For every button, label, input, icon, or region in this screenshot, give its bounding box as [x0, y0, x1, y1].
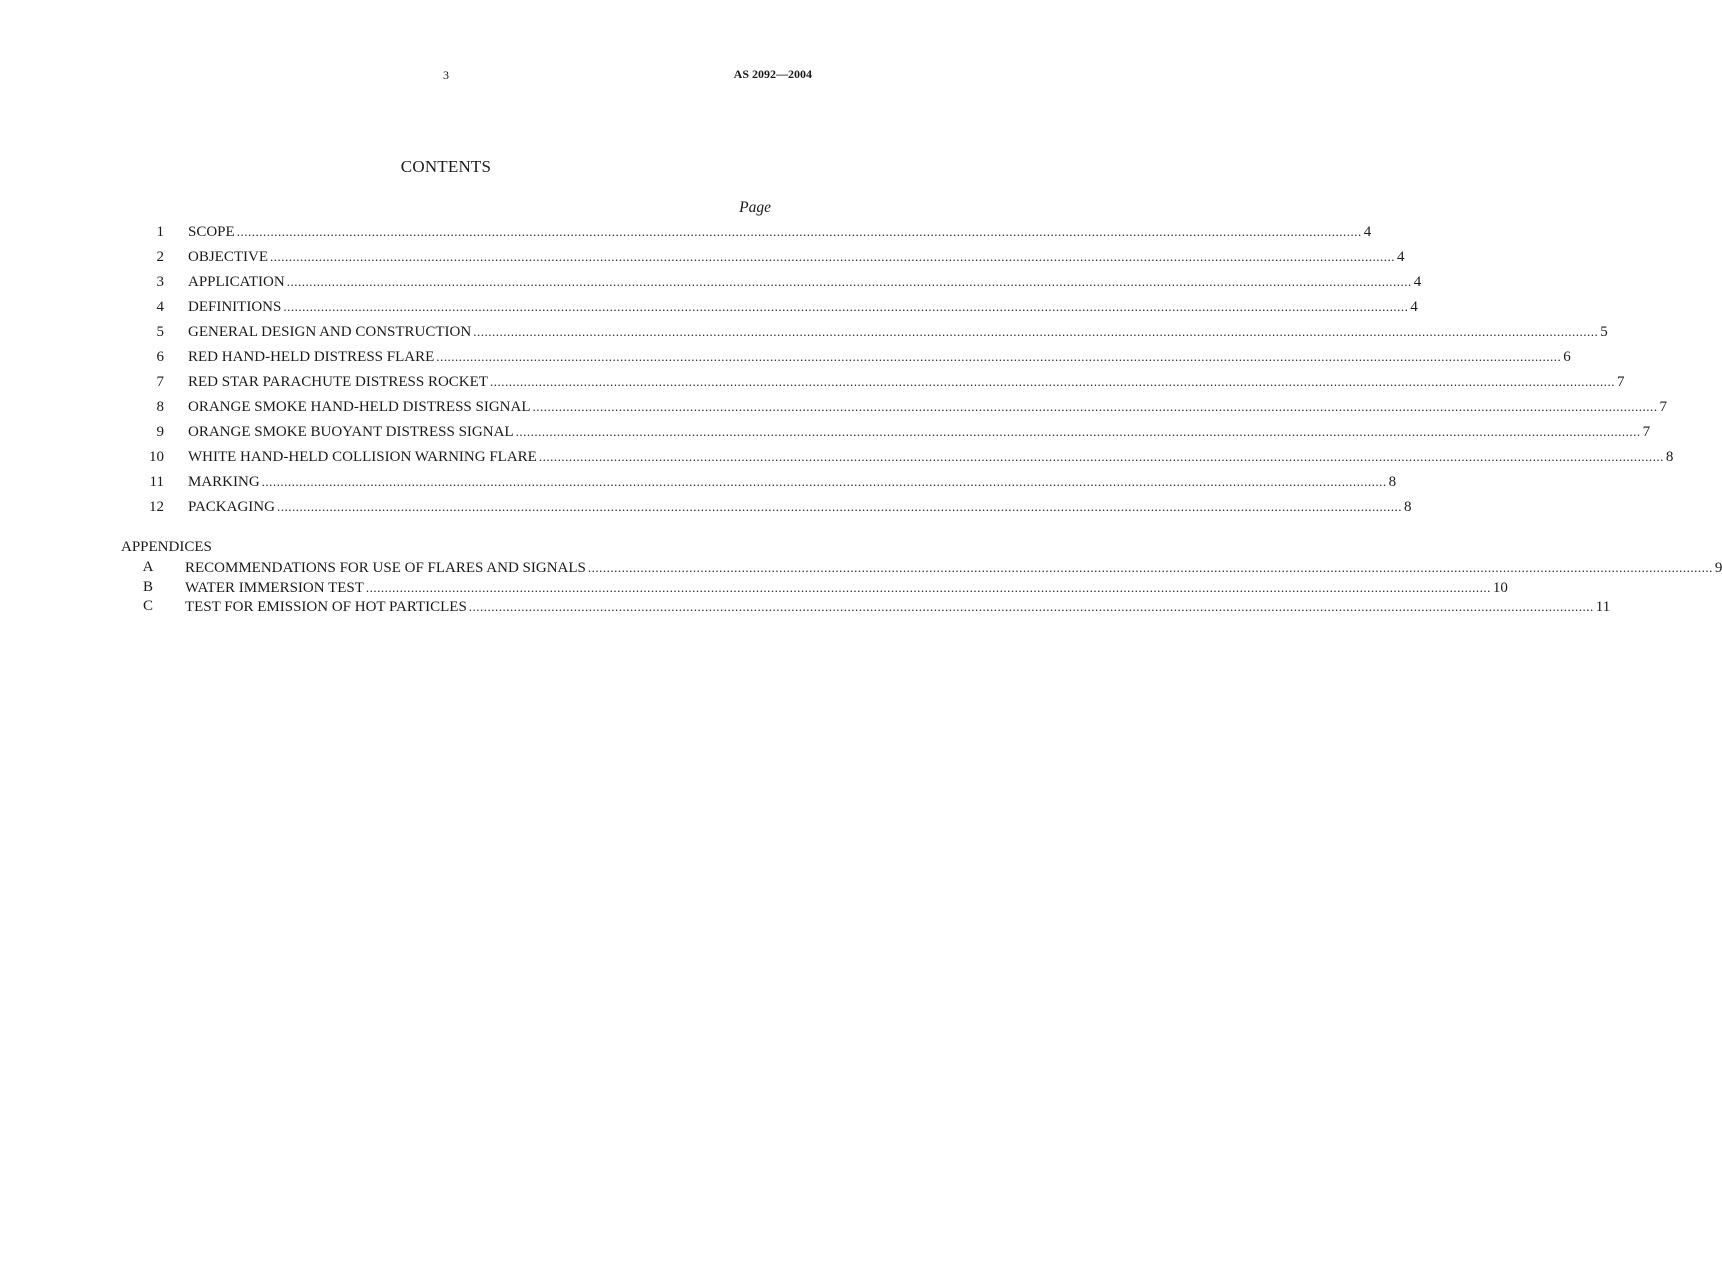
toc-entry-number: 9	[156, 424, 164, 440]
toc-entry-title: MARKING	[188, 474, 260, 490]
dot-leader: ............................................................................................................................................................................................................................................................................................................	[286, 274, 1412, 289]
toc-entry[interactable]	[0, 422, 1651, 447]
appendix-page: 10	[1492, 579, 1508, 596]
dot-leader: ............................................................................................................................................................................................................................................................................................................	[473, 324, 1599, 339]
toc-entry[interactable]	[0, 247, 1405, 272]
toc-list	[0, 222, 1674, 522]
appendix-title: WATER IMMERSION TEST	[185, 579, 364, 596]
dot-leader: ............................................................................................................................................................................................................................................................................................................	[489, 374, 1615, 389]
dot-leader: ............................................................................................................................................................................................................................................................................................................	[236, 224, 1362, 239]
toc-entry-page: 7	[1616, 374, 1625, 390]
toc-entry-title: SCOPE	[188, 224, 235, 240]
toc-entry[interactable]	[0, 272, 1422, 297]
appendix-entry[interactable]	[0, 578, 1508, 598]
toc-entry-page: 4	[1413, 274, 1422, 290]
toc-entry-number: 5	[156, 324, 164, 340]
toc-entry-page: 4	[1397, 249, 1405, 265]
appendix-title: RECOMMENDATIONS FOR USE OF FLARES AND SIGNALS	[185, 560, 586, 576]
appendix-page: 9	[1714, 560, 1722, 576]
toc-entry[interactable]	[0, 322, 1608, 347]
appendix-list	[0, 558, 1722, 617]
toc-entry[interactable]	[0, 347, 1571, 372]
toc-entry[interactable]	[0, 372, 1625, 397]
toc-entry-number: 12	[149, 499, 164, 515]
toc-entry-page: 4	[1410, 299, 1418, 315]
appendix-entry[interactable]	[0, 597, 1611, 617]
toc-entry-page: 8	[1388, 474, 1397, 490]
dot-leader: ............................................................................................................................................................................................................................................................................................................	[515, 424, 1641, 439]
dot-leader: ............................................................................................................................................................................................................................................................................................................	[468, 599, 1594, 614]
toc-entry-page: 7	[1642, 424, 1651, 440]
toc-entry-number: 11	[149, 474, 164, 490]
toc-entry[interactable]	[0, 397, 1668, 422]
document-id: AS 2092—2004	[733, 67, 812, 81]
appendix-entry[interactable]	[0, 558, 1722, 578]
toc-entry-number: 4	[156, 299, 164, 315]
toc-entry-page: 7	[1659, 399, 1668, 415]
toc-entry-number: 1	[156, 224, 164, 240]
toc-entry-title: GENERAL DESIGN AND CONSTRUCTION	[188, 324, 472, 340]
toc-entry-number: 3	[156, 274, 164, 290]
toc-entry-title: OBJECTIVE	[188, 249, 268, 265]
dot-leader: ............................................................................................................................................................................................................................................................................................................	[261, 474, 1387, 489]
toc-entry-title: ORANGE SMOKE HAND-HELD DISTRESS SIGNAL	[188, 399, 531, 415]
toc-entry-title: RED STAR PARACHUTE DISTRESS ROCKET	[188, 374, 488, 390]
toc-entry-number: 7	[156, 374, 164, 390]
toc-entry[interactable]	[0, 297, 1418, 322]
toc-entry-number: 6	[156, 349, 164, 365]
dot-leader: ............................................................................................................................................................................................................................................................................................................	[365, 579, 1491, 595]
page-column-label: Page	[739, 199, 771, 216]
toc-entry[interactable]	[0, 497, 1412, 522]
toc-entry-number: 8	[156, 399, 164, 415]
appendix-page: 11	[1595, 599, 1611, 615]
toc-entry-title: APPLICATION	[188, 274, 285, 290]
appendix-letter: B	[142, 578, 153, 595]
toc-entry[interactable]	[0, 472, 1397, 497]
dot-leader: ............................................................................................................................................................................................................................................................................................................	[532, 399, 1658, 414]
page-number: 3	[443, 68, 449, 82]
toc-entry-page: 8	[1665, 449, 1674, 465]
toc-entry[interactable]	[0, 447, 1674, 472]
toc-entry-number: 10	[149, 449, 164, 465]
appendix-letter: C	[142, 598, 153, 614]
contents-title: CONTENTS	[400, 157, 492, 176]
toc-entry-page: 4	[1363, 224, 1372, 240]
dot-leader: ............................................................................................................................................................................................................................................................................................................	[538, 449, 1664, 464]
toc-entry-page: 6	[1563, 349, 1571, 365]
toc-entry-page: 8	[1403, 499, 1412, 515]
dot-leader: ............................................................................................................................................................................................................................................................................................................	[436, 349, 1562, 364]
appendix-title: TEST FOR EMISSION OF HOT PARTICLES	[185, 599, 467, 615]
appendices-heading: APPENDICES	[121, 539, 212, 555]
toc-entry-title: DEFINITIONS	[188, 299, 282, 315]
appendix-letter: A	[142, 559, 154, 575]
dot-leader: ............................................................................................................................................................................................................................................................................................................	[587, 560, 1713, 575]
toc-entry-title: ORANGE SMOKE BUOYANT DISTRESS SIGNAL	[188, 424, 514, 440]
toc-entry-title: PACKAGING	[188, 499, 275, 515]
toc-entry[interactable]	[0, 222, 1372, 247]
toc-entry-title: WHITE HAND-HELD COLLISION WARNING FLARE	[188, 449, 537, 465]
dot-leader: ............................................................................................................................................................................................................................................................................................................	[276, 499, 1402, 514]
toc-entry-title: RED HAND-HELD DISTRESS FLARE	[188, 349, 435, 365]
dot-leader: ............................................................................................................................................................................................................................................................................................................	[283, 299, 1409, 314]
toc-entry-number: 2	[156, 249, 164, 265]
toc-entry-page: 5	[1600, 324, 1608, 340]
dot-leader: ............................................................................................................................................................................................................................................................................................................	[270, 249, 1395, 264]
